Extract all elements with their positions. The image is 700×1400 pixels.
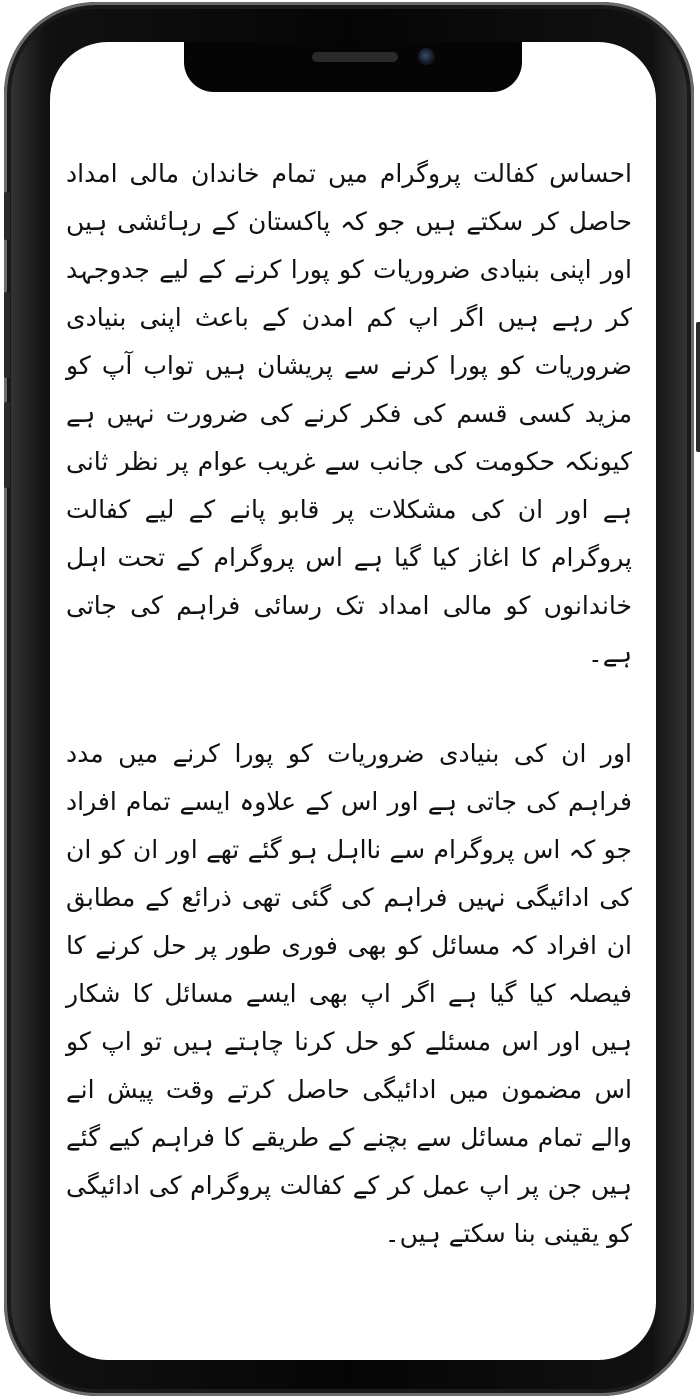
silent-switch (4, 192, 10, 240)
notch (184, 42, 522, 92)
article-paragraph-1: احساس کفالت پروگرام میں تمام خاندان مالی امداد حاصل کر سکتے ہیں جو کہ پاکستان کے رہائشی ہیں اور اپنی بنیادی ضروریات کو پورا کرنے کے لیے جدوجہد کر رہے ہیں اگر اپ کم امدن کے باعث اپنی بنیادی ضروریات کو پورا کرنے سے پریشان ہیں تواب آپ کو مزید کسی قسم کی فکر کرنے کی ضرورت نہیں ہے کیونکہ حکومت کی جانب سے غریب عوام پر نظر ثانی ہے اور ان کی مشکلات پر قابو پانے کے لیے کفالت پروگرام کا اغاز کیا گیا ہے اس پروگرام کے تحت اہل خاندانوں کو مالی امداد تک رسائی فراہم کی جاتی ہے۔ (66, 159, 632, 668)
article-body (66, 150, 632, 1310)
power-button (696, 322, 700, 452)
front-camera-icon (418, 48, 435, 65)
speaker-grille (312, 52, 398, 62)
volume-up-button (4, 292, 10, 378)
article-paragraph-2: اور ان کی بنیادی ضروریات کو پورا کرنے میں مدد فراہم کی جاتی ہے اور اس کے علاوہ ایسے تمام افراد جو کہ اس پروگرام سے نااہل ہو گئے تھے اور ان کو ان کی ادائیگی نہیں فراہم کی گئی تھی ذرائع کے مطابق ان افراد کہ مسائل کو بھی فوری طور پر حل کرنے کا فیصلہ کیا گیا ہے اگر اپ بھی ایسے مسائل کا شکار ہیں اور اس مسئلے کو حل کرنا چاہتے ہیں تو اپ کو اس مضمون میں ادائیگی حاصل کرتے وقت پیش انے والے تمام مسائل سے بچنے کے طریقے کا فراہم کیے گئے ہیں جن پر اپ عمل کر کے کفالت پروگرام کی ادائیگی کو یقینی بنا سکتے ہیں۔ (66, 739, 632, 1248)
volume-down-button (4, 402, 10, 488)
